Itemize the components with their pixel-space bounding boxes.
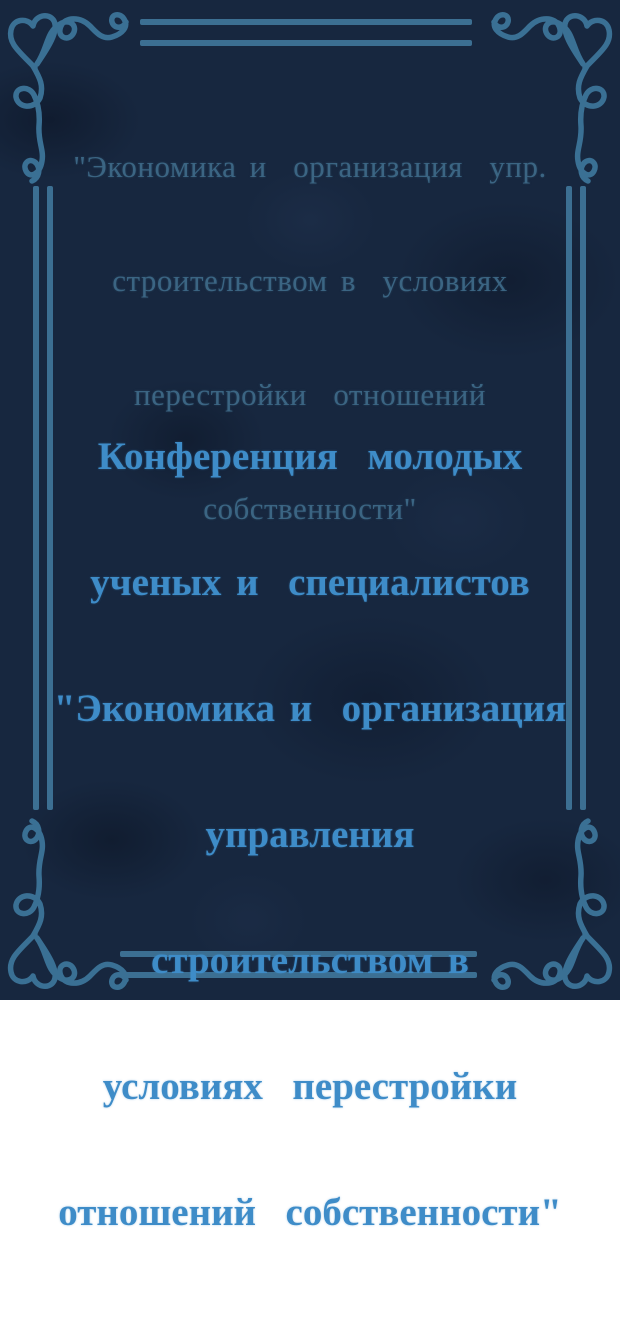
title-line: "Экономика и организация (53, 687, 567, 730)
title-line: ученых и специалистов (90, 561, 530, 604)
subtitle-line: собственности" (203, 491, 417, 526)
title-line: Конференция молодых (97, 435, 523, 478)
subtitle-line: перестройки отношений (134, 377, 486, 412)
cover-title-text (18, 352, 602, 1318)
title-line: условиях перестройки (102, 1065, 518, 1108)
subtitle-line: строительством в условиях (112, 263, 508, 298)
title-line: отношений собственности" (58, 1191, 562, 1234)
subtitle-line: "Экономика и организация упр. (73, 149, 547, 184)
top-border-line (140, 40, 472, 46)
title-line: строительством в (151, 939, 469, 982)
title-line: управления (205, 813, 415, 856)
top-border-line (140, 19, 472, 25)
